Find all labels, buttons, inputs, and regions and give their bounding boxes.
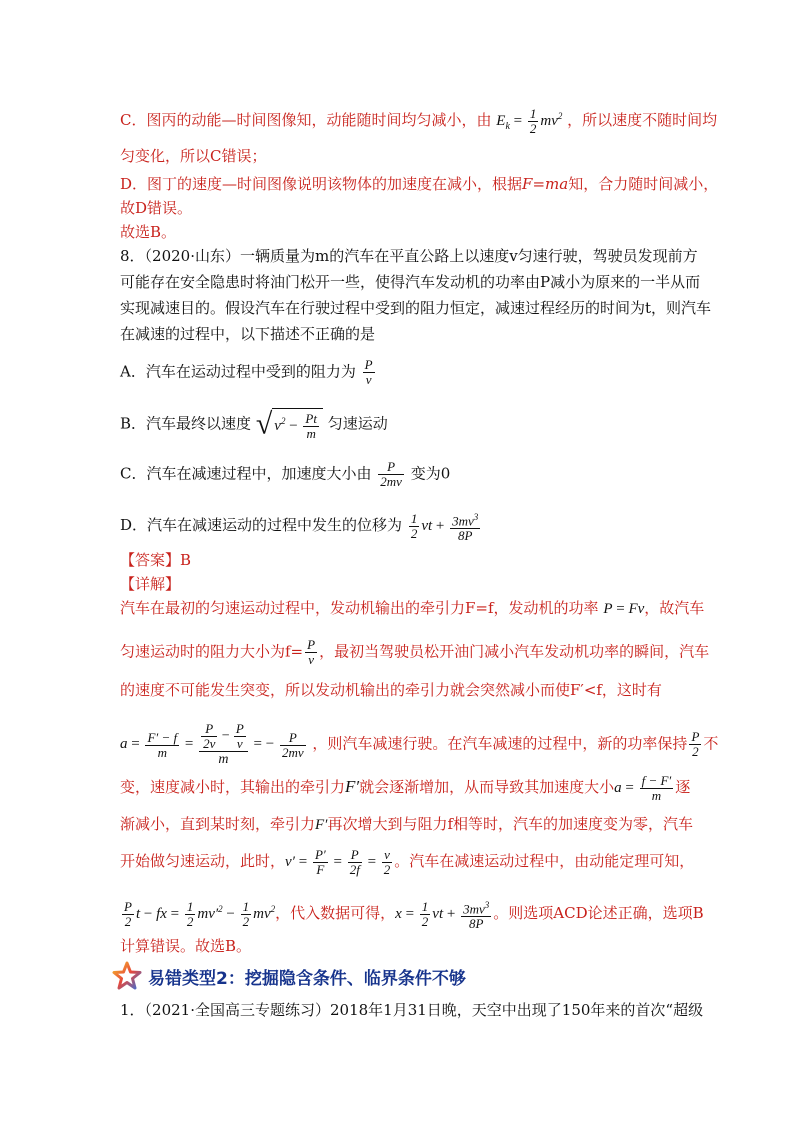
text: D．图丁的速度—时间图像说明该物体的加速度在减小，根据 [120, 175, 523, 193]
answer-label: 【答案】B [120, 551, 192, 569]
formula-p-over-2mv: $\frac{P}{2mv}$ [380, 459, 402, 489]
q8-line3: 实现减速目的。假设汽车在行驶过程中受到的阻力恒定，减速过程经历的时间为t，则汽车 [120, 299, 712, 317]
text: 开始做匀速运动，此时， [120, 851, 286, 870]
text: 匀速运动 [327, 414, 388, 433]
text: 匀速运动时的阻力大小为f= [120, 642, 304, 661]
text: ，则汽车减速行驶。在汽车减速的过程中，新的功率保持 [312, 734, 688, 753]
star-icon [112, 961, 142, 991]
text: 就会逐渐增加，从而导致其加速度大小 [359, 777, 615, 796]
text: A．汽车在运动过程中受到的阻力为 [120, 362, 356, 381]
text: ，最初当驾驶员松开油门减小汽车发动机功率的瞬间，汽车 [319, 642, 710, 661]
section-heading-text: 易错类型2：挖掘隐含条件、临界条件不够 [148, 968, 466, 989]
option-d [120, 510, 482, 543]
select-b: 故选B。 [120, 223, 177, 241]
explain-line3: 的速度不可能发生突变，所以发动机输出的牵引力就会突然减小而使F′<f，这时有 [120, 681, 662, 699]
text: C．图丙的动能—时间图像知，动能随时间均匀减小，由 [120, 111, 492, 129]
text: 汽车在最初的匀速运动过程中，发动机输出的牵引力F=f，发动机的功率 [120, 599, 599, 617]
formula-displacement: $\frac{1}{2}$ vt + $\frac{3mv^3}{8P}$ [410, 511, 479, 544]
text: 知，合力随时间减小， [568, 175, 719, 193]
text: 不 [703, 734, 719, 753]
explain-line8 [120, 898, 704, 931]
formula-fma: F=ma [522, 175, 569, 193]
explain-line4 [120, 722, 718, 768]
text: 再次增大到与阻力f相等时，汽车的加速度变为零，汽车 [327, 815, 694, 833]
text: 变为0 [410, 464, 451, 483]
option-b [120, 408, 388, 441]
formula-sqrt-velocity: √ $v^2$ − $\frac{Pt}{m}$ [256, 408, 323, 441]
text: 渐减小，直到某时刻，牵引力 [120, 815, 316, 833]
text: 变，速度减小时，其输出的牵引力 [120, 777, 346, 796]
option-c [120, 460, 450, 489]
formula-f-prime-2: F′ [315, 817, 328, 833]
formula-x-result: x = $\frac{1}{2}$ vt + $\frac{3mv^3}{8P}$ [395, 899, 490, 932]
q8-line1: 8．（2020·山东）一辆质量为m的汽车在平直公路上以速度v匀速行驶，驾驶员发现前方 [120, 247, 698, 265]
text: 。汽车在减速运动过程中，由动能定理可知， [394, 851, 695, 870]
formula-p-over-2: $\frac{P}{2}$ [691, 728, 700, 759]
text: B．汽车最终以速度 [120, 414, 252, 433]
q8-line4: 在减速的过程中，以下描述不正确的是 [120, 325, 376, 343]
formula-work-energy: $\frac{P}{2}$ t − fx = $\frac{1}{2}$ $mv'^2$ − $\frac{1}{2}$ $mv^2$ [124, 899, 276, 930]
explain-line7 [120, 848, 694, 877]
explain-line6 [120, 814, 693, 835]
explain-line9: 计算错误。故选B。 [120, 937, 252, 955]
text: D．汽车在减速运动的过程中发生的位移为 [120, 516, 403, 535]
explain-line2 [120, 638, 709, 667]
formula-p-over-v-2: $\frac{P}{v}$ [307, 637, 316, 667]
option-a [120, 358, 377, 387]
formula-v-prime: v′ = $\frac{P'}{F}$ = $\frac{P}{2f}$ = $\frac{v}{2}$ [285, 847, 391, 877]
formula-kinetic-energy: $E_k$ = $\frac{1}{2}$ $mv^2$ [496, 106, 563, 137]
text: 逐 [675, 777, 691, 796]
section-heading [112, 961, 466, 991]
formula-acceleration: a = $\frac{F' - f}{m}$ = $\frac{P}{2v}$ − $\frac{P}{v}$ m = − $\frac{P}{2mv}$ [120, 721, 304, 767]
q1-line: 1．（2021·全国高三专题练习）2018年1月31日晚，天空中出现了150年来的首次“超级 [120, 1001, 704, 1019]
text: ，代入数据可得， [275, 904, 396, 923]
text: ，故汽车 [644, 599, 705, 617]
formula-p-fv: P = Fv [603, 601, 645, 617]
formula-p-over-v: $\frac{P}{v}$ [364, 357, 373, 387]
text: ，所以速度不随时间均 [567, 111, 718, 129]
formula-accel-decrease: a = $\frac{f - F'}{m}$ [614, 773, 672, 803]
explain-line5 [120, 774, 690, 803]
explain-line1 [120, 598, 704, 619]
explanation-c-line2: 匀变化，所以C错误； [120, 147, 267, 165]
detail-label: 【详解】 [120, 575, 181, 593]
text: C．汽车在减速过程中，加速度大小由 [120, 464, 372, 483]
q8-line2: 可能存在安全隐患时将油门松开一些，使得汽车发动机的功率由P减小为原来的一半从而 [120, 273, 701, 291]
text: 。则选项ACD论述正确，选项B [493, 904, 704, 923]
formula-f-prime: F′ [345, 776, 360, 796]
explanation-d-line2: 故D错误。 [120, 199, 193, 217]
explanation-c-line1 [120, 106, 717, 137]
explanation-d-line1 [120, 174, 718, 194]
